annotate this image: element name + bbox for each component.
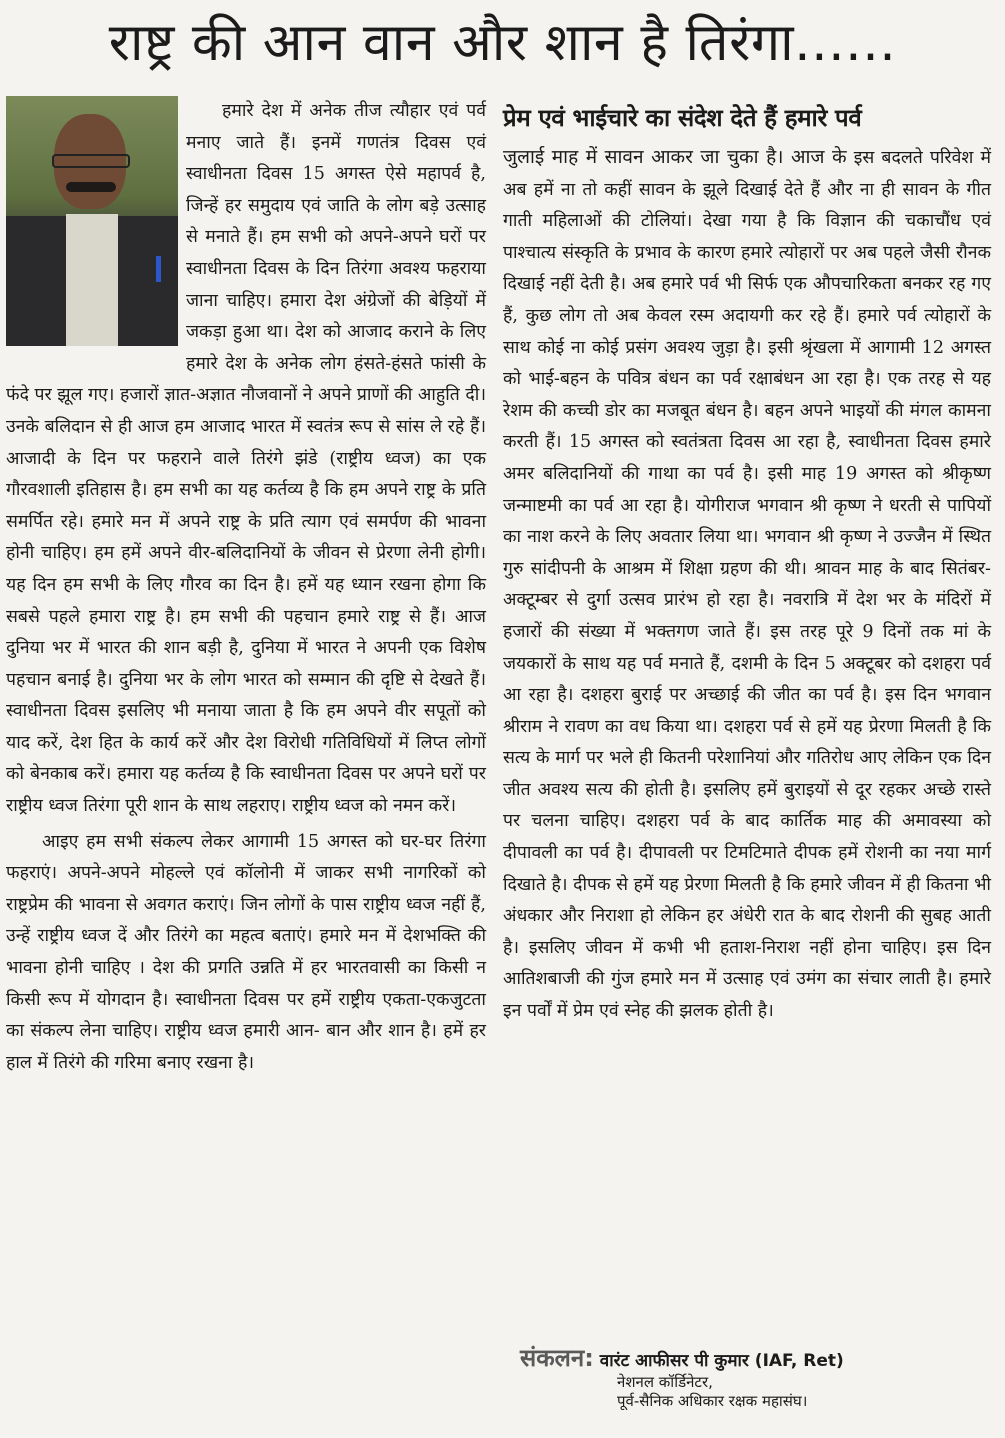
right-article-text: इस बदलते परिवेश में अब हमें ना तो कहीं सावन के झूले दिखाई देते हैं और ना ही सावन के गीत गाती महिलाओं की टोलियां। देखा गया है कि विज्ञान की चकाचौंध एवं पाश्चात्य संस्कृति के प्रभाव के कारण हमारे त्योहारों पर अब पहले जैसी रौनक दिखाई नहीं देती है। अब हमारे पर्व भी सिर्फ एक औपचारिकता बनकर रह गए हैं, कुछ लोग तो अब केवल रस्म अदायगी कर रहे हैं। हमारे पर्व त्योहारों के साथ कोई ना कोई प्रसंग अवश्य जुड़ा है। इसी श्रृंखला में आगामी 12 अगस्त को भाई-बहन के पवित्र बंधन का पर्व रक्षाबंधन आ रहा है। एक तरह से यह रेशम की कच्ची डोर का मजबूत बंधन है। बहन अपने भाइयों की मंगल कामना करती हैं। 15 अगस्त को स्वतंत्रता दिवस आ रहा है, स्वाधीनता दिवस हमारे अमर बलिदानियों की गाथा का पर्व है। इसी माह 19 अगस्त को श्रीकृष्ण जन्माष्टमी का पर्व आ रहा है। योगीराज भगवान श्री कृष्ण ने धरती से पापियों का नाश करने के लिए अवतार लिया था। भगवान श्री कृष्ण ने उज्जैन में स्थित गुरु सांदीपनी के आश्रम में शिक्षा ग्रहण की थी। श्रावन माह के बाद सितंबर-अक्टूम्बर से दुर्गा उत्सव प्रारंभ हो रहा है। नवरात्रि में देश भर के मंदिरों में हजारों की संख्या में भक्तगण जाते हैं। इस तरह पूरे 9 दिनों तक मां के जयकारों के साथ यह पर्व मनाते हैं, दशमी के दिन 5 अक्टूबर को दशहरा पर्व आ रहा है। दशहरा बुराई पर अच्छाई की जीत का पर्व है। इस दिन भगवान श्रीराम ने रावण का वध किया था। दशहरा पर्व से हमें यह प्रेरणा मिलती है कि सत्य के मार्ग पर भले ही कितनी परेशानियां और गतिरोध आए लेकिन एक दिन जीत अवश्य सत्य की होती है। इसलिए हमें बुराइयों से दूर रहकर अच्छे रास्ते पर चलना चाहिए। दशहरा पर्व के बाद कार्तिक माह की अमावस्या को दीपावली का पर्व है। दीपावली पर टिमटिमाते दीपक हमें रोशनी का नया मार्ग दिखाते है। दीपक से हमें यह प्रेरणा मिलती है कि हमारे जीवन में ही कितना भी अंधकार और निराशा हो लेकिन हर अंधेरी रात के बाद रोशनी की सुबह आती है। इसलिए जीवन में कभी भी हताश-निराश नहीं होना चाहिए। इस दिन आतिशबाजी की गुंज हमारे मन में उत्साह एवं उमंग का संचार लाती है। हमारे इन पर्वों में प्रेम एवं स्नेह की झलक होती है। (503, 148, 992, 1022)
credit-name: वारंट आफीसर पी कुमार (IAF, Ret) (599, 1351, 844, 1371)
credit-role-line-1: नेशनल कॉर्डिनेटर, (617, 1373, 713, 1391)
right-article-lead: जुलाई माह में सावन आकर जा चुका है। आज के (503, 146, 847, 168)
credit-role-line-2: पूर्व-सैनिक अधिकार रक्षक महासंघ। (617, 1392, 808, 1410)
right-article (503, 100, 991, 1028)
right-article-heading: प्रेम एवं भाईचारे का संदेश देते हैं हमारे पर्व (503, 103, 862, 132)
credit-block (520, 1346, 990, 1411)
left-article-paragraph-1: हमारे देश में अनेक तीज त्यौहार एवं पर्व मनाए जाते हैं। इनमें गणतंत्र दिवस एवं स्वाधीनता दिवस 15 अगस्त ऐसे महापर्व है, जिन्हें हर समुदाय एवं जाति के लोग बड़े उत्साह से मनाते हैं। हम सभी को अपने-अपने घरों पर स्वाधीनता दिवस के दिन तिरंगा अवश्य फहराया जाना चाहिए। हमारा देश अंग्रेजों की बेड़ियों में जकड़ा हुआ था। देश को आजाद कराने के लिए हमारे देश के अनेक लोग हंसते-हंसते फांसी के फंदे पर झूल गए। हजारों ज्ञात-अज्ञात नौजवानों ने अपने प्राणों की आहुति दी। उनके बलिदान से ही आज हम आजाद भारत में स्वतंत्र रूप से सांस ले रहे हैं। आजादी के दिन पर फहराने वाले तिरंगे झंडे (राष्ट्रीय ध्वज) का एक गौरवशाली इतिहास है। हम सभी का यह कर्तव्य है कि हम अपने राष्ट्र के प्रति समर्पित रहे। हमारे मन में अपने राष्ट्र के प्रति त्याग एवं समर्पण की भावना होनी चाहिए। हम हमें अपने वीर-बलिदानियों के जीवन से प्रेरणा लेनी होगी। यह दिन हम सभी के लिए गौरव का दिन है। हमें यह ध्यान रखना होगा कि सबसे पहले हमारा राष्ट्र है। हम सभी की पहचान हमारे राष्ट्र से हैं। आज दुनिया भर में भारत की शान बड़ी है, दुनिया में भारत ने अपनी एक विशेष पहचान बनाई है। दुनिया भर के लोग भारत को सम्मान की दृष्टि से देखते हैं। स्वाधीनता दिवस इसलिए भी मनाया जाता है कि हम अपने वीर सपूतों को याद करें, देश हित के कार्य करें और देश विरोधी गतिविधियों में लिप्त लोगों को बेनकाब करें। हमारा यह कर्तव्य है कि स्वाधीनता दिवस पर अपने घरों पर राष्ट्रीय ध्वज तिरंगा पूरी शान के साथ लहराए। राष्ट्रीय ध्वज को नमन करें। (6, 101, 486, 817)
credit-label: संकलन: (520, 1344, 594, 1372)
right-article-body (503, 142, 991, 1028)
headline: राष्ट्र की आन वान और शान है तिरंगा...... (108, 13, 897, 73)
left-article-paragraph-2: आइए हम सभी संकल्प लेकर आगामी 15 अगस्त को घर-घर तिरंगा फहराएं। अपने-अपने मोहल्ले एवं कॉलोनी में जाकर सभी नागरिकों को राष्ट्रप्रेम की भावना से अवगत कराएं। जिन लोगों के पास राष्ट्रीय ध्वज नहीं हैं, उन्हें राष्ट्रीय ध्वज दें और तिरंगे का महत्व बताएं। हमारे मन में देशभक्ति की भावना होनी चाहिए । देश की प्रगति उन्नति में हर भारतवासी का किसी न किसी रूप में योगदान है। स्वाधीनता दिवस पर हमें राष्ट्रीय एकता-एकजुटता का संकल्प लेना चाहिए। राष्ट्रीय ध्वज हमारी आन- बान और शान है। हमें हर हाल में तिरंगे की गरिमा बनाए रखना है। (6, 831, 486, 1073)
author-photo (6, 96, 178, 346)
left-article (6, 96, 486, 1079)
